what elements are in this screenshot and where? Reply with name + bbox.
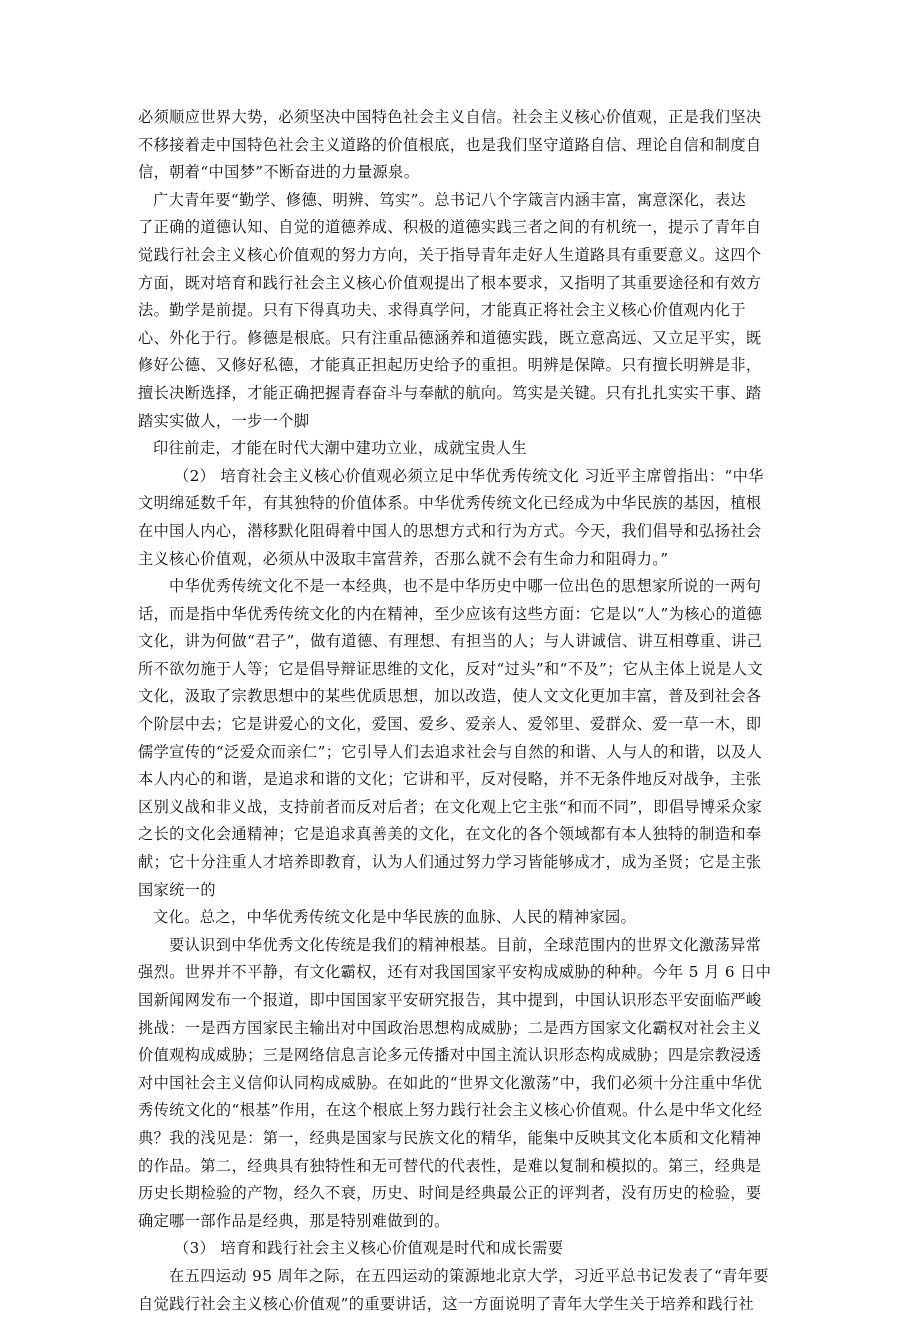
text-line: 文化，讲为何做“君子”，做有道德、有理想、有担当的人；与人讲诚信、讲互相尊重、讲己 [138,632,763,651]
text-line: 了正确的道德认知、自觉的道德养成、积极的道德实践三者之间的有机统一，提示了青年自 [138,218,762,237]
text-line: 献；它十分注重人才培养即教育，认为人们通过努力学习皆能够成才，成为圣贤；它是主张 [138,853,762,872]
text-line: 个阶层中去；它是讲爱心的文化，爱国、爱乡、爱亲人、爱邻里、爱群众、爱一草一木，即 [138,715,762,734]
text-line: 强烈。世界并不平静，有文化霸权，还有对我国国家平安构成威胁的种种。今年 5 月 6 日中 [138,963,772,982]
text-line: 要认识到中华优秀文化传统是我们的精神根基。目前，全球范围内的世界文化激荡异常 [169,935,762,954]
section-heading-3: （3） 培育和践行社会主义核心价值观是时代和成长需要 [174,1239,564,1258]
text-line: 典？我的浅见是：第一，经典是国家与民族文化的精华，能集中反映其文化本质和文化精神 [138,1128,762,1147]
text-line: 心、外化于行。修德是根底。只有注重品德涵养和道德实践，既立意高远、又立足平实，既 [138,328,762,347]
text-line: 儒学宣传的“泛爱众而亲仁”；它引导人们去追求社会与自然的和谐、人与人的和谐，以及人 [138,742,763,761]
section-heading-2: （2） 培育社会主义核心价值观必须立足中华优秀传统文化 习近平主席曾指出：“中华 [174,466,764,485]
text-line: 的作品。第二，经典具有独特性和无可替代的代表性，是难以复制和模拟的。第三，经典是 [138,1156,762,1175]
text-line: 价值观构成威胁；三是网络信息言论多元传播对中国主流认识形态构成威胁；四是宗教浸透 [138,1046,762,1065]
text-line: 印往前走，才能在时代大潮中建功立业，成就宝贵人生 [153,439,528,458]
text-line: 在中国人内心，潜移默化阻碍着中国人的思想方式和行为方式。今天，我们倡导和弘扬社会 [138,521,762,540]
text-line: 修好公德、又修好私德，才能真正担起历史给予的重担。明辨是保障。只有擅长明辨是非， [138,356,762,375]
document-page [138,104,788,1318]
text-line: 所不欲勿施于人等；它是倡导辩证思维的文化，反对“过头”和“不及”；它从主体上说是人文 [138,659,763,678]
text-line: 确定哪一部作品是经典，那是特别难做到的。 [138,1211,450,1230]
text-line: 挑战：一是西方国家民主输出对中国政治思想构成威胁；二是西方国家文化霸权对社会主义 [138,1018,762,1037]
text-line: 国新闻网发布一个报道，即中国国家平安研究报告，其中提到，中国认识形态平安面临严峻 [138,991,762,1009]
text-line: 话，而是指中华优秀传统文化的内在精神，至少应该有这些方面：它是以“人”为核心的道德 [138,604,763,623]
text-line: 秀传统文化的“根基”作用，在这个根底上努力践行社会主义核心价值观。什么是中华文化经 [138,1101,763,1120]
text-line: 踏实实做人，一步一个脚 [138,411,310,430]
text-line: 主义核心价值观，必须从中汲取丰富营养，否那么就不会有生命力和阻碍力。” [138,549,669,568]
text-line: 对中国社会主义信仰认同构成威胁。在如此的“世界文化激荡”中，我们必须十分注重中华优 [138,1073,763,1092]
text-line: 之长的文化会通精神；它是追求真善美的文化，在文化的各个领域都有本人独特的制造和奉 [138,825,762,844]
text-line: 擅长决断选择，才能正确把握青春奋斗与奉献的航向。笃实是关键。只有扎扎实实干事、踏 [138,383,762,402]
text-line: 信，朝着“中国梦”不断奋进的力量源泉。 [138,163,420,182]
text-line: 文化。总之，中华优秀传统文化是中华民族的血脉、人民的精神家园。 [153,908,637,927]
text-line: 觉践行社会主义核心价值观的努力方向，关于指导青年走好人生道路具有重要意义。这四个 [138,245,762,264]
text-line: 中华优秀传统文化不是一本经典，也不是中华历史中哪一位出色的思想家所说的一两句 [169,577,762,596]
text-line: 文明绵延数千年，有其独特的价值体系。中华优秀传统文化已经成为中华民族的基因，植根 [138,494,762,513]
text-line: 区别义战和非义战，支持前者而反对后者；在文化观上它主张“和而不同”，即倡导博采众家 [138,797,763,816]
text-line: 广大青年要“勤学、修德、明辨、笃实”。总书记八个字箴言内涵丰富，寓意深化，表达 [153,190,747,209]
text-line: 在五四运动 95 周年之际，在五四运动的策源地北京大学，习近平总书记发表了“青年要 [169,1266,769,1285]
text-line: 不移接着走中国特色社会主义道路的价值根底，也是我们坚守道路自信、理论自信和制度自 [138,135,762,154]
text-line: 法。勤学是前提。只有下得真功夫、求得真学问，才能真正将社会主义核心价值观内化于 [138,301,746,320]
text-line: 文化，汲取了宗教思想中的某些优质思想，加以改造，使人文文化更加丰富，普及到社会各 [138,687,762,706]
text-line: 本人内心的和谐，是追求和谐的文化；它讲和平，反对侵略，并不无条件地反对战争，主张 [138,770,762,789]
text-line: 必须顺应世界大势，必须坚决中国特色社会主义自信。社会主义核心价值观，正是我们坚决 [138,108,762,126]
text-line: 方面，既对培育和践行社会主义核心价值观提出了根本要求，又指明了其重要途径和有效方 [138,273,762,292]
text-line: 国家统一的 [138,880,216,899]
text-line: 自觉践行社会主义核心价值观”的重要讲话，这一方面说明了青年大学生关于培养和践行社 [138,1294,755,1313]
text-line: 历史长期检验的产物，经久不衰，历史、时间是经典最公正的评判者，没有历史的检验，要 [138,1184,762,1203]
